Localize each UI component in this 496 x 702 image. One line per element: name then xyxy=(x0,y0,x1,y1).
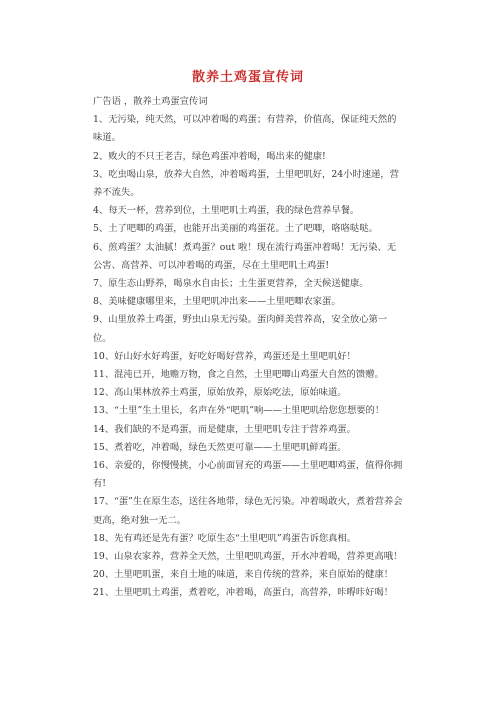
paragraph: 3、吃虫喝山泉，放养大自然，冲着喝鸡蛋，土里吧叽好，24小时速递，营养不流失。 xyxy=(93,168,399,199)
paragraph: 21、土里吧叽土鸡蛋，煮着吃，冲着喝，高蛋白，高营养，咔嘚咔好喝！ xyxy=(93,587,394,599)
document-body xyxy=(93,93,405,603)
paragraph: 18、先有鸡还是先有蛋？吃原生态“土里吧叽”鸡蛋告诉您真相。 xyxy=(93,532,357,544)
paragraph: 7、原生态山野养，喝泉水自由长；土生蛋更营养，全天候送健康。 xyxy=(93,278,369,290)
paragraph: 12、高山果林放养土鸡蛋，原始放养，原始吃法，原始味道。 xyxy=(93,387,347,399)
document-title: 散养土鸡蛋宣传词 xyxy=(191,70,304,85)
paragraph: 14、我们缺的不是鸡蛋，而是健康，土里吧叽专注于营养鸡蛋。 xyxy=(93,423,356,435)
paragraph: 5、土了吧唧的鸡蛋，也能开出美丽的鸡蛋花。土了吧唧，咯咯哒哒。 xyxy=(93,223,378,235)
paragraph: 4、每天一杯，营养到位，土里吧叽土鸡蛋，我的绿色营养早餐。 xyxy=(93,205,360,217)
paragraph: 16、亲爱的，你慢慢挑，小心前面冒充的鸡蛋——土里吧唧鸡蛋，值得你拥有! xyxy=(93,460,403,490)
paragraph: 19、山泉农家养，营养全天然，土里吧叽鸡蛋，开水冲着喝，营养更高哦！ xyxy=(93,551,403,563)
paragraph: 广告语 ，散养土鸡蛋宣传词 xyxy=(93,96,208,107)
paragraph: 10、好山好水好鸡蛋，好吃好喝好营养，鸡蛋还是土里吧叽好！ xyxy=(93,350,356,362)
paragraph: 17、“蛋”生在原生态，送往各地带，绿色无污染。冲着喝敢火，煮着营养会更高，绝对独一无二。 xyxy=(93,496,403,526)
paragraph: 8、美味健康哪里来，土里吧叽冲出来——土里吧唧农家蛋。 xyxy=(93,296,341,308)
paragraph: 13、“土里”生土里长，名声在外“吧叽”响——土里吧叽给您您想要的！ xyxy=(93,405,385,417)
paragraph: 20、土里吧叽蛋，来自土地的味道，来自传统的营养，来自原始的健康！ xyxy=(93,569,394,581)
paragraph: 11、混沌已开，地赡万物，食之自然，土里吧唧山鸡蛋大自然的馈赠。 xyxy=(93,369,384,381)
paragraph: 1、无污染，纯天然，可以冲着喝的鸡蛋；有营养，价值高，保证纯天然的味道。 xyxy=(93,114,397,144)
paragraph: 9、山里放养土鸡蛋，野虫山泉无污染。蛋肉鲜美营养高，安全放心第一位。 xyxy=(93,314,388,344)
paragraph: 15、煮着吃，冲着喝，绿色天然更可靠——土里吧叽鲜鸡蛋。 xyxy=(93,441,347,453)
paragraph: 6、煎鸡蛋？太油腻！煮鸡蛋？out 啦！现在流行鸡蛋冲着喝！无污染、无公害、高营养、可以冲着喝的鸡蛋，尽在土里吧叽土鸡蛋! xyxy=(93,241,397,271)
paragraph: 2、败火的不只王老吉，绿色鸡蛋冲着喝，喝出来的健康! xyxy=(93,150,326,162)
